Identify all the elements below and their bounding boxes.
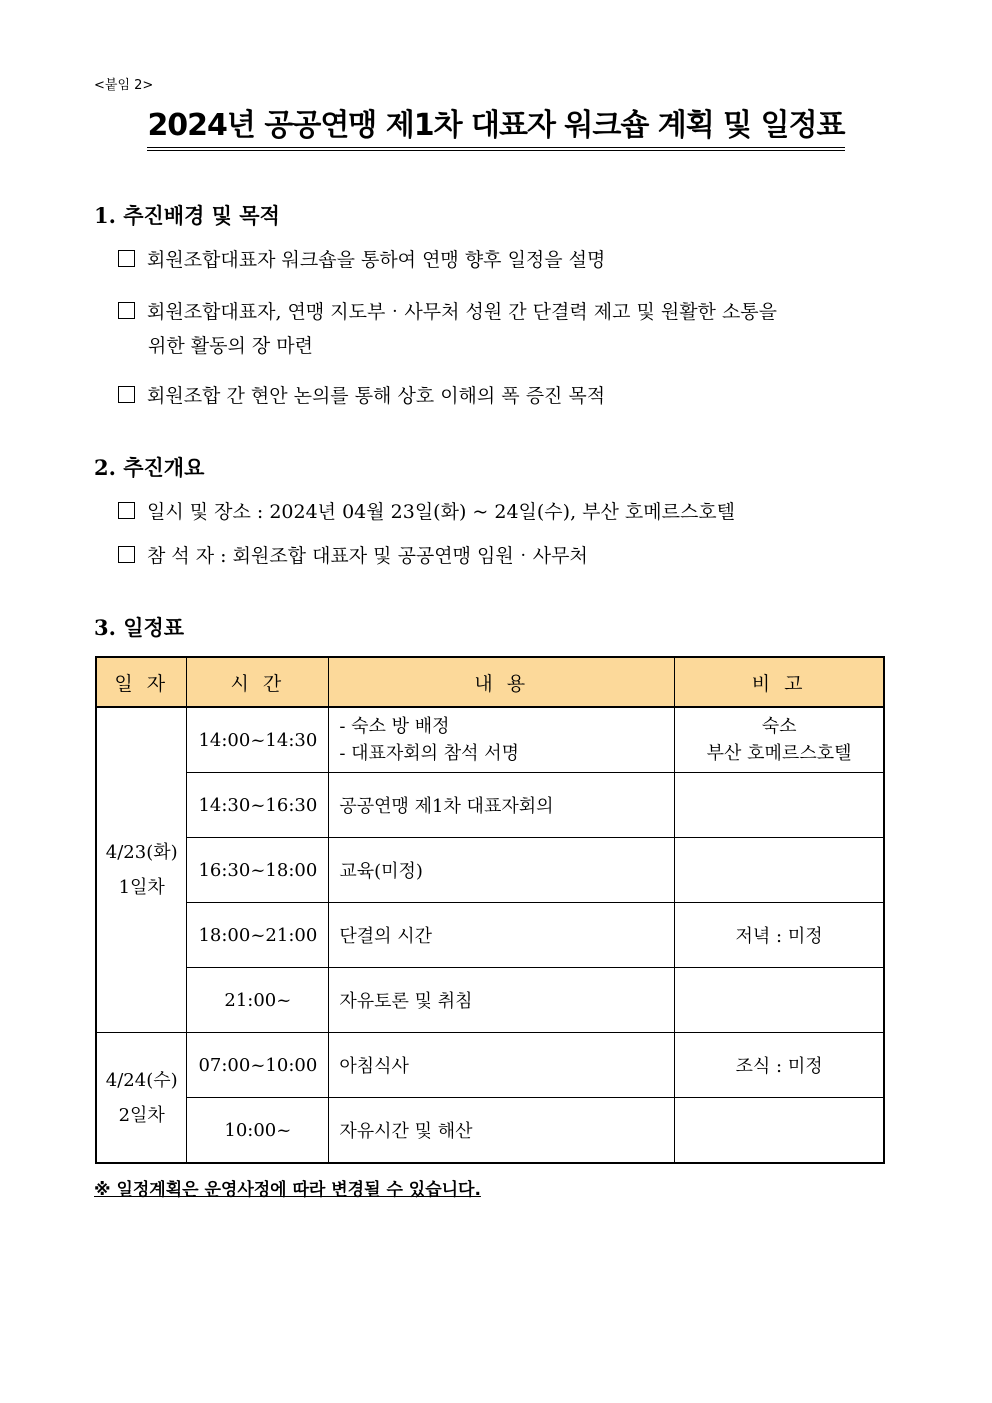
- time-cell: 14:00~14:30: [187, 707, 329, 773]
- list-item: 참 석 자 : 회원조합 대표자 및 공공연맹 임원‧사무처: [118, 539, 908, 573]
- content-cell: 단결의 시간: [329, 903, 675, 968]
- day-date: 4/24(수): [105, 1069, 178, 1091]
- note-cell: [675, 707, 884, 773]
- list-item: 일시 및 장소 : 2024년 04월 23일(화) ~ 24일(수), 부산 호메르스호텔: [118, 495, 908, 529]
- checkbox-square-icon: [118, 250, 135, 267]
- time-cell: 18:00~21:00: [187, 903, 329, 968]
- day-label: 1일차: [118, 877, 165, 898]
- note-cell: [675, 773, 884, 838]
- table-row: [96, 968, 884, 1033]
- checkbox-square-icon: [118, 302, 135, 319]
- note-cell: 저녁 : 미정: [675, 903, 884, 968]
- checkbox-square-icon: [118, 502, 135, 519]
- day-cell: [96, 1033, 187, 1164]
- list-item: 회원조합 간 현안 논의를 통해 상호 이해의 폭 증진 목적: [118, 379, 908, 413]
- list-item: 회원조합대표자, 연맹 지도부‧사무처 성원 간 단결력 제고 및 원활한 소통을 위한 활동의 장 마련: [118, 295, 908, 363]
- checkbox-square-icon: [118, 546, 135, 563]
- table-row: [96, 1098, 884, 1164]
- note-line: 부산 호메르스호텔: [706, 743, 852, 764]
- table-row: [96, 1033, 884, 1098]
- table-row: [96, 773, 884, 838]
- content-cell: 교육(미정): [329, 838, 675, 903]
- header-note: 비 고: [675, 657, 884, 707]
- note-cell: 조식 : 미정: [675, 1033, 884, 1098]
- header-time: 시 간: [187, 657, 329, 707]
- content-cell: 아침식사: [329, 1033, 675, 1098]
- day-cell: [96, 707, 187, 1033]
- note-cell: [675, 968, 884, 1033]
- section-heading-overview: 2. 추진개요: [94, 455, 205, 480]
- note-cell: [675, 1098, 884, 1164]
- note-cell: [675, 838, 884, 903]
- content-cell: [329, 707, 675, 773]
- time-cell: 16:30~18:00: [187, 838, 329, 903]
- table-header-row: [96, 657, 884, 707]
- page-title: 2024년 공공연맹 제1차 대표자 워크숍 계획 및 일정표: [147, 100, 844, 151]
- table-row: [96, 903, 884, 968]
- table-row: [96, 707, 884, 773]
- content-cell: 공공연맹 제1차 대표자회의: [329, 773, 675, 838]
- day-label: 2일차: [118, 1104, 165, 1126]
- header-date: 일 자: [96, 657, 187, 707]
- content-cell: 자유시간 및 해산: [329, 1098, 675, 1164]
- content-line: - 대표자회의 참석 서명: [339, 743, 520, 764]
- time-cell: 10:00~: [187, 1098, 329, 1164]
- time-cell: 21:00~: [187, 968, 329, 1033]
- schedule-change-footnote: ※ 일정계획은 운영사정에 따라 변경될 수 있습니다.: [94, 1180, 481, 1200]
- schedule-table: [95, 656, 885, 1164]
- list-item-continuation: 위한 활동의 장 마련: [148, 335, 313, 357]
- checkbox-square-icon: [118, 386, 135, 403]
- content-line: - 숙소 방 배정: [339, 716, 450, 737]
- content-cell: 자유토론 및 취침: [329, 968, 675, 1033]
- time-cell: 14:30~16:30: [187, 773, 329, 838]
- table-row: [96, 838, 884, 903]
- day-date: 4/23(화): [105, 842, 178, 863]
- attachment-label: <붙임 2>: [94, 78, 154, 93]
- section-heading-background: 1. 추진배경 및 목적: [94, 203, 280, 228]
- section-heading-schedule: 3. 일정표: [94, 615, 185, 640]
- note-line: 숙소: [761, 716, 797, 737]
- header-content: 내 용: [329, 657, 675, 707]
- time-cell: 07:00~10:00: [187, 1033, 329, 1098]
- list-item: 회원조합대표자 워크숍을 통하여 연맹 향후 일정을 설명: [118, 243, 908, 277]
